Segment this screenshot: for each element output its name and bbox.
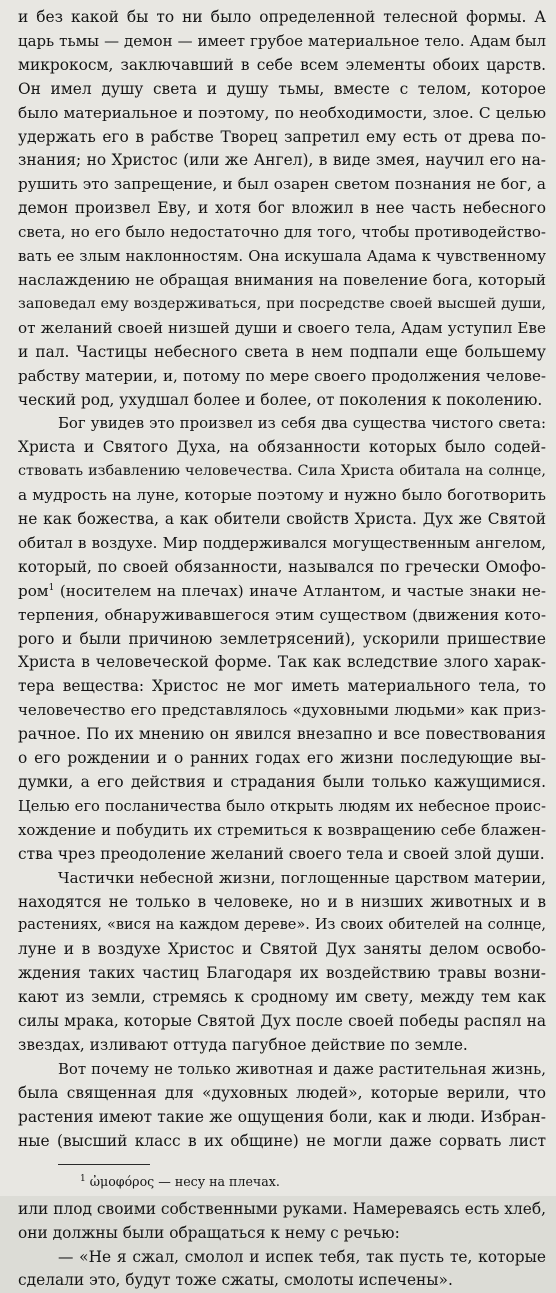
text-line: рабству материи, и, потому по мере своего продолжения челове- (18, 365, 546, 389)
footnote-mark: 1 (80, 1174, 86, 1184)
text-line: Бог увидев это произвел из себя два существа чистого света: (18, 412, 546, 436)
text-line: Целью его посланичества было открыть людям их небесное проис- (18, 795, 546, 819)
text-fragment: (носителем на плечах) иначе Атлантом, и частые знаки не- (54, 582, 546, 600)
text-line: царь тьмы — демон — имеет грубое материальное тело. Адам был (18, 30, 546, 54)
paragraph-4 (18, 1058, 546, 1154)
text-line: обитал в воздухе. Мир поддерживался могущественным ангелом, (18, 532, 546, 556)
text-line: который, по своей обязанности, назывался по гречески Омофо- (18, 556, 546, 580)
text-line: силы мрака, которые Святой Дух после своей победы распял на (18, 1010, 546, 1034)
text-line: луне и в воздухе Христос и Святой Дух заняты делом освобо- (18, 938, 546, 962)
text-line: — «Не я сжал, смолол и испек тебя, так пусть те, которые (18, 1246, 546, 1270)
text-line: удержать его в рабстве Творец запретил ему есть от древа по- (18, 126, 546, 150)
paragraph-1 (18, 6, 546, 412)
text-line-with-footnote-ref (18, 580, 546, 604)
text-line: рушить это запрещение, и был озарен светом познания не бог, а (18, 173, 546, 197)
text-line: было материальное и поэтому, по необходимости, злое. С целью (18, 102, 546, 126)
text-line: и без какой бы то ни было определенной телесной формы. А (18, 6, 546, 30)
text-line: наслаждению не обращая внимания на повеление бога, который (18, 269, 546, 293)
paragraph-3 (18, 867, 546, 1058)
text-line: растения имеют такие же ощущения боли, как и люди. Избран- (18, 1106, 546, 1130)
text-line: и пал. Частицы небесного света в нем подпали еще большему (18, 341, 546, 365)
text-line: сделали это, будут тоже сжаты, смолоты испечены». (18, 1269, 546, 1293)
text-line: света, но его было недостаточно для того, чтобы противодейство- (18, 221, 546, 245)
footnote-ref-mark[interactable]: 1 (49, 583, 55, 593)
text-line: Христа в человеческой форме. Так как вследствие злого харак- (18, 651, 546, 675)
text-line: терпения, обнаруживавшегося этим существом (движения кото- (18, 604, 546, 628)
footnote-text: ὠμοφόρος — несу на плечах. (90, 1174, 280, 1189)
text-line: находятся не только в человеке, но и в низших животных и в (18, 891, 546, 915)
footnote (80, 1169, 546, 1192)
text-line: ства чрез преодоление желаний своего тела и своей злой души. (18, 843, 546, 867)
footnote-divider (58, 1164, 150, 1165)
text-line: рого и были причиною землетрясений), ускорили пришествие (18, 628, 546, 652)
text-line: от желаний своей низшей души и своего тела, Адам уступил Еве (18, 317, 546, 341)
text-line: Частички небесной жизни, поглощенные царством материи, (18, 867, 546, 891)
text-line: кают из земли, стремясь к сродному им свету, между тем как (18, 986, 546, 1010)
text-line: ждения таких частиц Благодаря их воздействию травы возни- (18, 962, 546, 986)
text-line: или плод своими собственными руками. Намереваясь есть хлеб, (18, 1198, 546, 1222)
text-line: ные (высший класс в их общине) не могли даже сорвать лист (18, 1130, 546, 1154)
text-line: думки, а его действия и страдания были только кажущимися. (18, 771, 546, 795)
text-line: ческий род, ухудшал более и более, от поколения к поколению. (18, 389, 546, 413)
text-line: была священная для «духовных людей», которые верили, что (18, 1082, 546, 1106)
text-line: Он имел душу света и душу тьмы, вместе с телом, которое (18, 78, 546, 102)
text-line: не как божества, а как обители свойств Христа. Дух же Святой (18, 508, 546, 532)
text-line: человечество его представлялось «духовными людьми» как приз- (18, 699, 546, 723)
text-line: а мудрость на луне, которые поэтому и нужно было боготворить (18, 484, 546, 508)
text-line: звездах, изливают оттуда пагубное действие по земле. (18, 1034, 546, 1058)
text-fragment: ром (18, 582, 49, 600)
text-line: рачное. По их мнению он явился внезапно и все повествования (18, 723, 546, 747)
text-line: вать ее злым наклонностям. Она искушала Адама к чувственному (18, 245, 546, 269)
paragraph-5 (18, 1198, 546, 1246)
text-line: Вот почему не только животная и даже растительная жизнь, (18, 1058, 546, 1082)
paragraph-6 (18, 1246, 546, 1293)
text-line: демон произвел Еву, и хотя бог вложил в нее часть небесного (18, 197, 546, 221)
text-line: растениях, «вися на каждом дереве». Из своих обителей на солнце, (18, 914, 546, 938)
text-line: хождение и побудить их стремиться к возвращению себе блажен- (18, 819, 546, 843)
text-line: они должны были обращаться к нему с речью: (18, 1222, 546, 1246)
text-line: о его рождении и о ранних годах его жизни последующие вы- (18, 747, 546, 771)
text-line: знания; но Христос (или же Ангел), в виде змея, научил его на- (18, 149, 546, 173)
text-line: заповедал ему воздерживаться, при посредстве своей высшей души, (18, 293, 546, 317)
text-line: Христа и Святого Духа, на обязанности которых было содей- (18, 436, 546, 460)
paragraph-2 (18, 412, 546, 866)
text-line: ствовать избавлению человечества. Сила Христа обитала на солнце, (18, 460, 546, 484)
text-line: тера вещества: Христос не мог иметь материального тела, то (18, 675, 546, 699)
text-line: микрокосм, заключавший в себе всем элементы обоих царств. (18, 54, 546, 78)
